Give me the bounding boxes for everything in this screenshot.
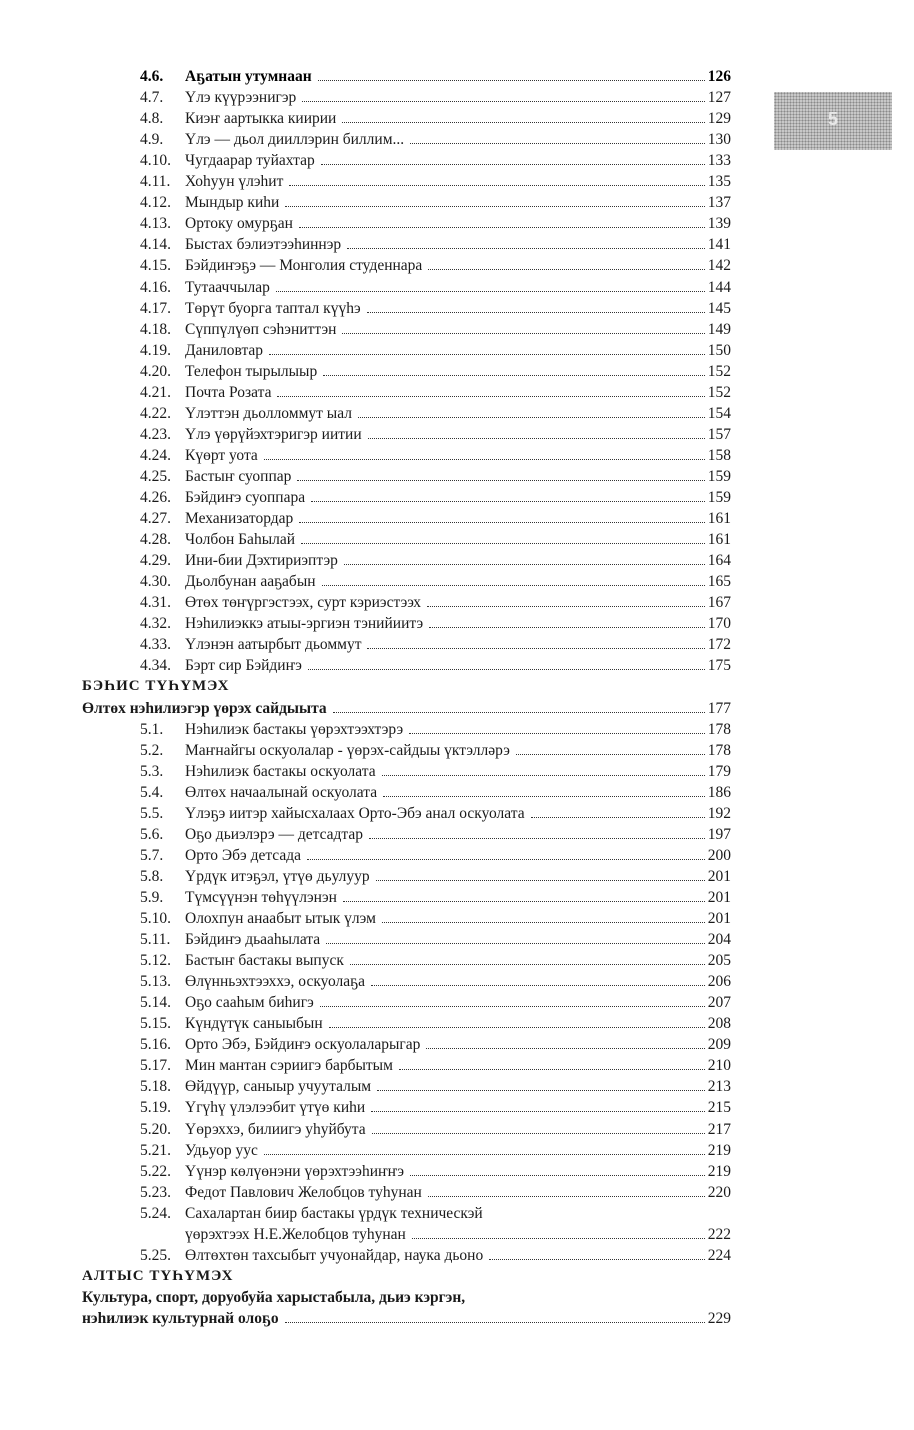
dot-leader <box>358 416 705 418</box>
dot-leader <box>299 521 704 523</box>
toc-entry-page: 149 <box>707 321 731 338</box>
dot-leader <box>308 668 705 670</box>
toc-entry-number: 5.22. <box>140 1163 171 1180</box>
toc-entry-title: Бастыҥ бастакы выпуск <box>185 952 344 969</box>
toc-entry[interactable] <box>0 508 914 529</box>
dot-leader <box>382 921 705 923</box>
toc-entry[interactable] <box>0 1055 914 1076</box>
dot-leader <box>342 332 704 334</box>
dot-leader <box>516 753 705 755</box>
dot-leader <box>377 1089 705 1091</box>
toc-entry-title: Үлэ күүрээнигэр <box>185 89 297 106</box>
dot-leader <box>426 1047 704 1049</box>
toc-entry[interactable] <box>0 655 914 676</box>
dot-leader <box>311 500 705 502</box>
toc-entry-number: 5.10. <box>140 910 171 927</box>
dot-leader <box>429 626 705 628</box>
toc-entry-title: Бэйдиҥэ дьааһылата <box>185 931 321 948</box>
toc-entry-number: 4.26. <box>140 489 171 506</box>
toc-entry-page: 210 <box>707 1057 731 1074</box>
toc-entry-page: 219 <box>707 1163 731 1180</box>
toc-entry-page: 130 <box>707 131 731 148</box>
toc-entry-title: Бэйдиҥэ суоппара <box>185 489 306 506</box>
dot-leader <box>428 1195 705 1197</box>
toc-entry[interactable] <box>0 529 914 550</box>
toc-entry[interactable] <box>0 403 914 424</box>
toc-entry[interactable] <box>0 340 914 361</box>
toc-entry-number: 5.18. <box>140 1078 171 1095</box>
dot-leader <box>264 1153 705 1155</box>
toc-entry-page: 192 <box>707 805 731 822</box>
dot-leader <box>350 963 705 965</box>
toc-entry[interactable] <box>0 108 914 129</box>
toc-entry-number: 5.11. <box>140 931 171 948</box>
toc-entry-number: 4.18. <box>140 321 171 338</box>
toc-entry-title: Үлэҕэ иитэр хайысхалаах Орто-Эбэ анал оскуолата <box>185 805 525 822</box>
dot-leader <box>369 837 705 839</box>
toc-entry-title: Почта Розата <box>185 384 272 401</box>
toc-entry-number: 4.22. <box>140 405 171 422</box>
dot-leader <box>318 79 705 81</box>
toc-entry-page: 164 <box>707 552 731 569</box>
toc-entry[interactable] <box>0 634 914 655</box>
toc-entry-number: 4.25. <box>140 468 171 485</box>
dot-leader <box>321 163 705 165</box>
toc-entry-title: Дьолбунан ааҕабын <box>185 573 316 590</box>
toc-entry[interactable] <box>0 866 914 887</box>
toc-entry[interactable] <box>0 192 914 213</box>
toc-entry[interactable] <box>0 740 914 761</box>
toc-entry-number: 4.28. <box>140 531 171 548</box>
toc-entry-title: Күөрт уота <box>185 447 258 464</box>
toc-entry-page: 145 <box>707 300 731 317</box>
toc-entry-page: 159 <box>707 468 731 485</box>
toc-entry-number: 5.3. <box>140 763 164 780</box>
toc-entry-number: 4.13. <box>140 215 171 232</box>
dot-leader <box>333 711 705 713</box>
toc-entry[interactable] <box>0 445 914 466</box>
toc-entry-title: Орто Эбэ, Бэйдиҥэ оскуолаларыгар <box>185 1036 421 1053</box>
toc-entry-title: Үгүһү үлэлээбит үтүө киһи <box>185 1099 366 1116</box>
dot-leader <box>372 1132 705 1134</box>
toc-entry[interactable] <box>0 761 914 782</box>
toc-entry-page: 178 <box>707 742 731 759</box>
toc-entry-number: 5.12. <box>140 952 171 969</box>
toc-section[interactable] <box>0 1287 914 1308</box>
toc-entry-page: 197 <box>707 826 731 843</box>
toc-entry[interactable] <box>0 382 914 403</box>
toc-entry-number: 4.27. <box>140 510 171 527</box>
toc-entry[interactable] <box>0 150 914 171</box>
dot-leader <box>297 479 704 481</box>
toc-entry-title: Үлэ үөрүйэхтэригэр иитии <box>185 426 362 443</box>
toc-entry-page: 139 <box>707 215 731 232</box>
toc-entry-title: Оҕо дьиэлэрэ — детсадтар <box>185 826 364 843</box>
toc-entry[interactable] <box>0 908 914 929</box>
toc-entry-number: 5.24. <box>140 1205 171 1222</box>
toc-entry-title: Быстах бэлиэтээһиннэр <box>185 236 342 253</box>
toc-entry-page: 186 <box>707 784 731 801</box>
toc-entry-title: Механизатордар <box>185 510 294 527</box>
toc-entry-page: 200 <box>707 847 731 864</box>
dot-leader <box>269 353 705 355</box>
toc-entry-page: 175 <box>707 657 731 674</box>
toc-entry-page: 157 <box>707 426 731 443</box>
toc-entry-number: 5.7. <box>140 847 164 864</box>
toc-entry-number: 4.9. <box>140 131 164 148</box>
toc-entry-page: 208 <box>707 1015 731 1032</box>
toc-entry[interactable] <box>0 719 914 740</box>
toc-entry-title: Чолбон Баһылай <box>185 531 296 548</box>
toc-entry-number: 4.21. <box>140 384 171 401</box>
dot-leader <box>371 984 705 986</box>
dot-leader <box>276 290 705 292</box>
toc-entry-title: Өлтөх начаалынай оскуолата <box>185 784 378 801</box>
toc-entry-title: Орто Эбэ детсада <box>185 847 302 864</box>
toc-entry-title: Даниловтар <box>185 342 264 359</box>
toc-entry-continuation[interactable] <box>0 1224 914 1245</box>
toc-entry[interactable] <box>0 1161 914 1182</box>
toc-entry-page: 142 <box>707 257 731 274</box>
toc-entry-number: 4.31. <box>140 594 171 611</box>
toc-entry-page: 209 <box>707 1036 731 1053</box>
toc-entry-title: Бэрт сир Бэйдиҥэ <box>185 657 302 674</box>
toc-entry-number: 4.6. <box>140 68 164 85</box>
toc-entry-title: Өлүнньэхтээххэ, оскуолаҕа <box>185 973 366 990</box>
dot-leader <box>285 1321 705 1323</box>
toc-entry[interactable] <box>0 992 914 1013</box>
toc-entry[interactable] <box>0 950 914 971</box>
toc-entry-page: 179 <box>707 763 731 780</box>
dot-leader <box>323 374 705 376</box>
chapter-heading: АЛТЫС ТҮҺҮМЭХ <box>82 1268 234 1284</box>
dot-leader <box>329 1026 705 1028</box>
toc-entry[interactable] <box>0 361 914 382</box>
dot-leader <box>428 268 704 270</box>
toc-entry[interactable] <box>0 592 914 613</box>
toc-entry-title: Өйдүүр, саныыр учууталым <box>185 1078 372 1095</box>
dot-leader <box>322 584 705 586</box>
toc-entry-number: 5.17. <box>140 1057 171 1074</box>
toc-entry[interactable] <box>0 929 914 950</box>
dot-leader <box>342 121 704 123</box>
dot-leader <box>302 100 704 102</box>
toc-entry[interactable] <box>0 571 914 592</box>
toc-entry-number: 5.9. <box>140 889 164 906</box>
dot-leader <box>344 563 705 565</box>
toc-entry-page: 161 <box>707 531 731 548</box>
dot-leader <box>367 647 704 649</box>
toc-entry-title: Күндүтүк саныыбын <box>185 1015 323 1032</box>
toc-entry-page: 141 <box>707 236 731 253</box>
dot-leader <box>326 942 705 944</box>
toc-entry-page: 224 <box>707 1247 731 1264</box>
toc-entry[interactable] <box>0 1097 914 1118</box>
dot-leader <box>307 858 705 860</box>
toc-entry-number: 4.8. <box>140 110 164 127</box>
toc-section[interactable] <box>0 1308 914 1329</box>
toc-entry-number: 5.14. <box>140 994 171 1011</box>
toc-entry-page: 150 <box>707 342 731 359</box>
dot-leader <box>409 732 705 734</box>
toc-entry-title: Үөрэххэ, билиигэ уһуйбута <box>185 1121 366 1138</box>
toc-entry-number: 5.20. <box>140 1121 171 1138</box>
toc-entry-title: Оҕо сааһым биһигэ <box>185 994 314 1011</box>
toc-entry-page: 152 <box>707 363 731 380</box>
toc-entry[interactable] <box>0 171 914 192</box>
toc-entry-number: 5.23. <box>140 1184 171 1201</box>
toc-entry[interactable] <box>0 845 914 866</box>
toc-entry-title: Үлэ — дьол дииллэрин биллим... <box>185 131 405 148</box>
toc-entry-title: Мин мантан сэриигэ барбытым <box>185 1057 393 1074</box>
toc-entry-page: 161 <box>707 510 731 527</box>
dot-leader <box>277 395 704 397</box>
toc-entry-number: 4.30. <box>140 573 171 590</box>
toc-entry[interactable] <box>0 234 914 255</box>
toc-entry-page: 154 <box>707 405 731 422</box>
toc-entry[interactable] <box>0 1140 914 1161</box>
dot-leader <box>289 184 704 186</box>
toc-entry-title: Удьуор уус <box>185 1142 258 1159</box>
toc-entry-page: 172 <box>707 636 731 653</box>
toc-entry-title: Олохпун анаабыт ытык үлэм <box>185 910 376 927</box>
toc-entry-number: 4.24. <box>140 447 171 464</box>
toc-entry-number: 4.23. <box>140 426 171 443</box>
toc-entry-page: 217 <box>707 1121 731 1138</box>
toc-entry[interactable] <box>0 487 914 508</box>
toc-entry-title: Үлэнэн аатырбыт дьоммут <box>185 636 362 653</box>
toc-entry-page: 207 <box>707 994 731 1011</box>
toc-entry[interactable] <box>0 213 914 234</box>
toc-section[interactable] <box>0 698 914 719</box>
toc-entry-title: Үлэттэн дьолломмут ыал <box>185 405 352 422</box>
toc-entry-page: 178 <box>707 721 731 738</box>
toc-entry[interactable] <box>0 298 914 319</box>
toc-entry-number: 5.4. <box>140 784 164 801</box>
toc-entry[interactable] <box>0 803 914 824</box>
toc-entry-title: Төрүт буорга таптал күүһэ <box>185 300 361 317</box>
toc-entry-title: Культура, спорт, доруобуйа харыстабыла, дьиэ кэргэн, <box>82 1289 466 1306</box>
toc-entry-page: 205 <box>707 952 731 969</box>
toc-entry-page: 219 <box>707 1142 731 1159</box>
toc-entry-page: 137 <box>707 194 731 211</box>
dot-leader <box>376 879 705 881</box>
toc-entry-page: 135 <box>707 173 731 190</box>
dot-leader <box>412 1237 705 1239</box>
toc-entry-title: Ини-бии Дэхтириэптэр <box>185 552 338 569</box>
toc-entry-number: 4.7. <box>140 89 164 106</box>
toc-entry-page: 201 <box>707 889 731 906</box>
toc-entry-title: Аҕатын утумнаан <box>185 68 312 85</box>
toc-entry[interactable] <box>0 87 914 108</box>
toc-entry[interactable] <box>0 1119 914 1140</box>
toc-entry-number: 4.11. <box>140 173 171 190</box>
toc-entry-title: Бастыҥ суоппар <box>185 468 292 485</box>
toc-entry-page: 170 <box>707 615 731 632</box>
toc-entry-title: Хоһуун үлэһит <box>185 173 284 190</box>
dot-leader <box>410 1174 705 1176</box>
dot-leader <box>371 1110 705 1112</box>
toc-entry[interactable] <box>0 466 914 487</box>
chapter-tab-label: 5 <box>827 109 838 129</box>
toc-entry-title: Өлтөх нэһилиэгэр үөрэх сайдыыта <box>82 700 327 717</box>
toc-entry-number: 4.14. <box>140 236 171 253</box>
toc-entry-title: Үүнэр көлүөнэни үөрэхтээһиҥҥэ <box>185 1163 404 1180</box>
toc-entry-number: 4.12. <box>140 194 171 211</box>
toc-entry[interactable] <box>0 782 914 803</box>
toc-entry[interactable] <box>0 129 914 150</box>
toc-entry-page: 201 <box>707 910 731 927</box>
toc-entry-title: Түмсүүнэн төһүүлэнэн <box>185 889 337 906</box>
toc-entry-title: Маҥнайгы оскуолалар - үөрэх-сайдыы үктэлләрэ <box>185 742 510 759</box>
toc-entry-number: 5.2. <box>140 742 164 759</box>
toc-entry-page: 126 <box>707 68 731 85</box>
toc-entry-title: Нэһилиэккэ атыы-эргиэн тэнийиитэ <box>185 615 424 632</box>
toc-entry-title: Бэйдиҥэҕэ — Монголия студеннара <box>185 257 423 274</box>
toc-entry[interactable] <box>0 277 914 298</box>
dot-leader <box>347 247 705 249</box>
toc-entry-number: 4.32. <box>140 615 171 632</box>
toc-entry-number: 5.15. <box>140 1015 171 1032</box>
toc-entry[interactable] <box>0 971 914 992</box>
toc-entry-page: 213 <box>707 1078 731 1095</box>
dot-leader <box>299 226 705 228</box>
dot-leader <box>410 142 705 144</box>
toc-entry-title: Телефон тырылыыр <box>185 363 318 380</box>
toc-entry[interactable] <box>0 255 914 276</box>
toc-entry-number: 4.19. <box>140 342 171 359</box>
toc-entry-title: Өлтөхтөн тахсыбыт учуонайдар, наука дьоно <box>185 1247 484 1264</box>
toc-entry-number: 5.21. <box>140 1142 171 1159</box>
toc-entry-page: 204 <box>707 931 731 948</box>
toc-entry-number: 4.16. <box>140 279 171 296</box>
toc-entry-page: 215 <box>707 1099 731 1116</box>
toc-entry-number: 4.29. <box>140 552 171 569</box>
toc-entry[interactable] <box>0 424 914 445</box>
toc-entry-title: Нэһилиэк бастакы оскуолата <box>185 763 376 780</box>
toc-entry-page: 201 <box>707 868 731 885</box>
toc-entry-number: 4.10. <box>140 152 171 169</box>
toc-entry[interactable] <box>0 1076 914 1097</box>
toc-entry-title: Киэҥ аартыкка киирии <box>185 110 337 127</box>
toc-entry[interactable] <box>0 319 914 340</box>
toc-entry-number: 5.16. <box>140 1036 171 1053</box>
toc-entry-title: Сахалартан биир бастакы үрдүк техническэй <box>185 1205 483 1222</box>
toc-entry-number: 5.8. <box>140 868 164 885</box>
dot-leader <box>489 1258 705 1260</box>
toc-entry-page: 129 <box>707 110 731 127</box>
dot-leader <box>264 458 705 460</box>
toc-entry-page: 158 <box>707 447 731 464</box>
toc-entry-title: Өтөх төҥүргэстээх, сурт кэриэстээх <box>185 594 422 611</box>
dot-leader <box>301 542 705 544</box>
toc-entry-page: 144 <box>707 279 731 296</box>
toc-entry[interactable] <box>0 887 914 908</box>
toc-entry-page: 220 <box>707 1184 731 1201</box>
dot-leader <box>285 205 704 207</box>
toc-entry-page: 177 <box>707 700 731 717</box>
dot-leader <box>427 605 705 607</box>
toc-entry-page: 222 <box>707 1226 731 1243</box>
toc-entry-page: 229 <box>707 1310 731 1327</box>
toc-entry[interactable] <box>0 1203 914 1224</box>
toc-entry-number: 4.20. <box>140 363 171 380</box>
dot-leader <box>382 774 705 776</box>
dot-leader <box>343 900 705 902</box>
toc-entry-title: Чугдаарар туйахтар <box>185 152 315 169</box>
toc-entry-number: 5.5. <box>140 805 164 822</box>
toc-entry[interactable] <box>0 66 914 87</box>
toc-entry-page: 167 <box>707 594 731 611</box>
toc-entry[interactable] <box>0 1182 914 1203</box>
toc-entry-page: 206 <box>707 973 731 990</box>
toc-entry[interactable] <box>0 1034 914 1055</box>
toc-entry-title: нэһилиэк культурнай олоҕо <box>82 1310 279 1327</box>
toc-entry[interactable] <box>0 1245 914 1266</box>
toc-entry[interactable] <box>0 1013 914 1034</box>
toc-entry-title: Тутааччылар <box>185 279 270 296</box>
toc-entry-page: 127 <box>707 89 731 106</box>
toc-entry-number: 5.25. <box>140 1247 171 1264</box>
toc-entry-number: 5.19. <box>140 1099 171 1116</box>
toc-entry-title: үөрэхтээх Н.Е.Желобцов туһунан <box>185 1226 406 1243</box>
toc-entry-title: Нэһилиэк бастакы үөрэхтээхтэрэ <box>185 721 404 738</box>
toc-entry[interactable] <box>0 613 914 634</box>
dot-leader <box>399 1068 705 1070</box>
toc-entry-page: 159 <box>707 489 731 506</box>
chapter-heading: БЭҺИС ТҮҺҮМЭХ <box>82 678 230 694</box>
toc-entry-number: 4.17. <box>140 300 171 317</box>
toc-entry-page: 133 <box>707 152 731 169</box>
dot-leader <box>368 437 705 439</box>
toc-entry-title: Сүппүлүөп сэһэниттэн <box>185 321 337 338</box>
toc-entry-title: Ортоку омурҕан <box>185 215 293 232</box>
toc-entry-page: 152 <box>707 384 731 401</box>
toc-entry[interactable] <box>0 824 914 845</box>
dot-leader <box>531 816 705 818</box>
toc-entry-title: Федот Павлович Желобцов туһунан <box>185 1184 422 1201</box>
toc-entry-number: 5.6. <box>140 826 164 843</box>
toc-entry-page: 165 <box>707 573 731 590</box>
toc-entry-number: 4.15. <box>140 257 171 274</box>
toc-entry-number: 5.1. <box>140 721 164 738</box>
dot-leader <box>383 795 705 797</box>
toc-entry-number: 4.33. <box>140 636 171 653</box>
toc-entry-number: 5.13. <box>140 973 171 990</box>
toc-entry-title: Мындыр киһи <box>185 194 280 211</box>
dot-leader <box>367 311 705 313</box>
toc-entry-title: Үрдүк итэҕэл, үтүө дьулуур <box>185 868 370 885</box>
toc-entry-number: 4.34. <box>140 657 171 674</box>
dot-leader <box>320 1005 705 1007</box>
toc-entry[interactable] <box>0 550 914 571</box>
